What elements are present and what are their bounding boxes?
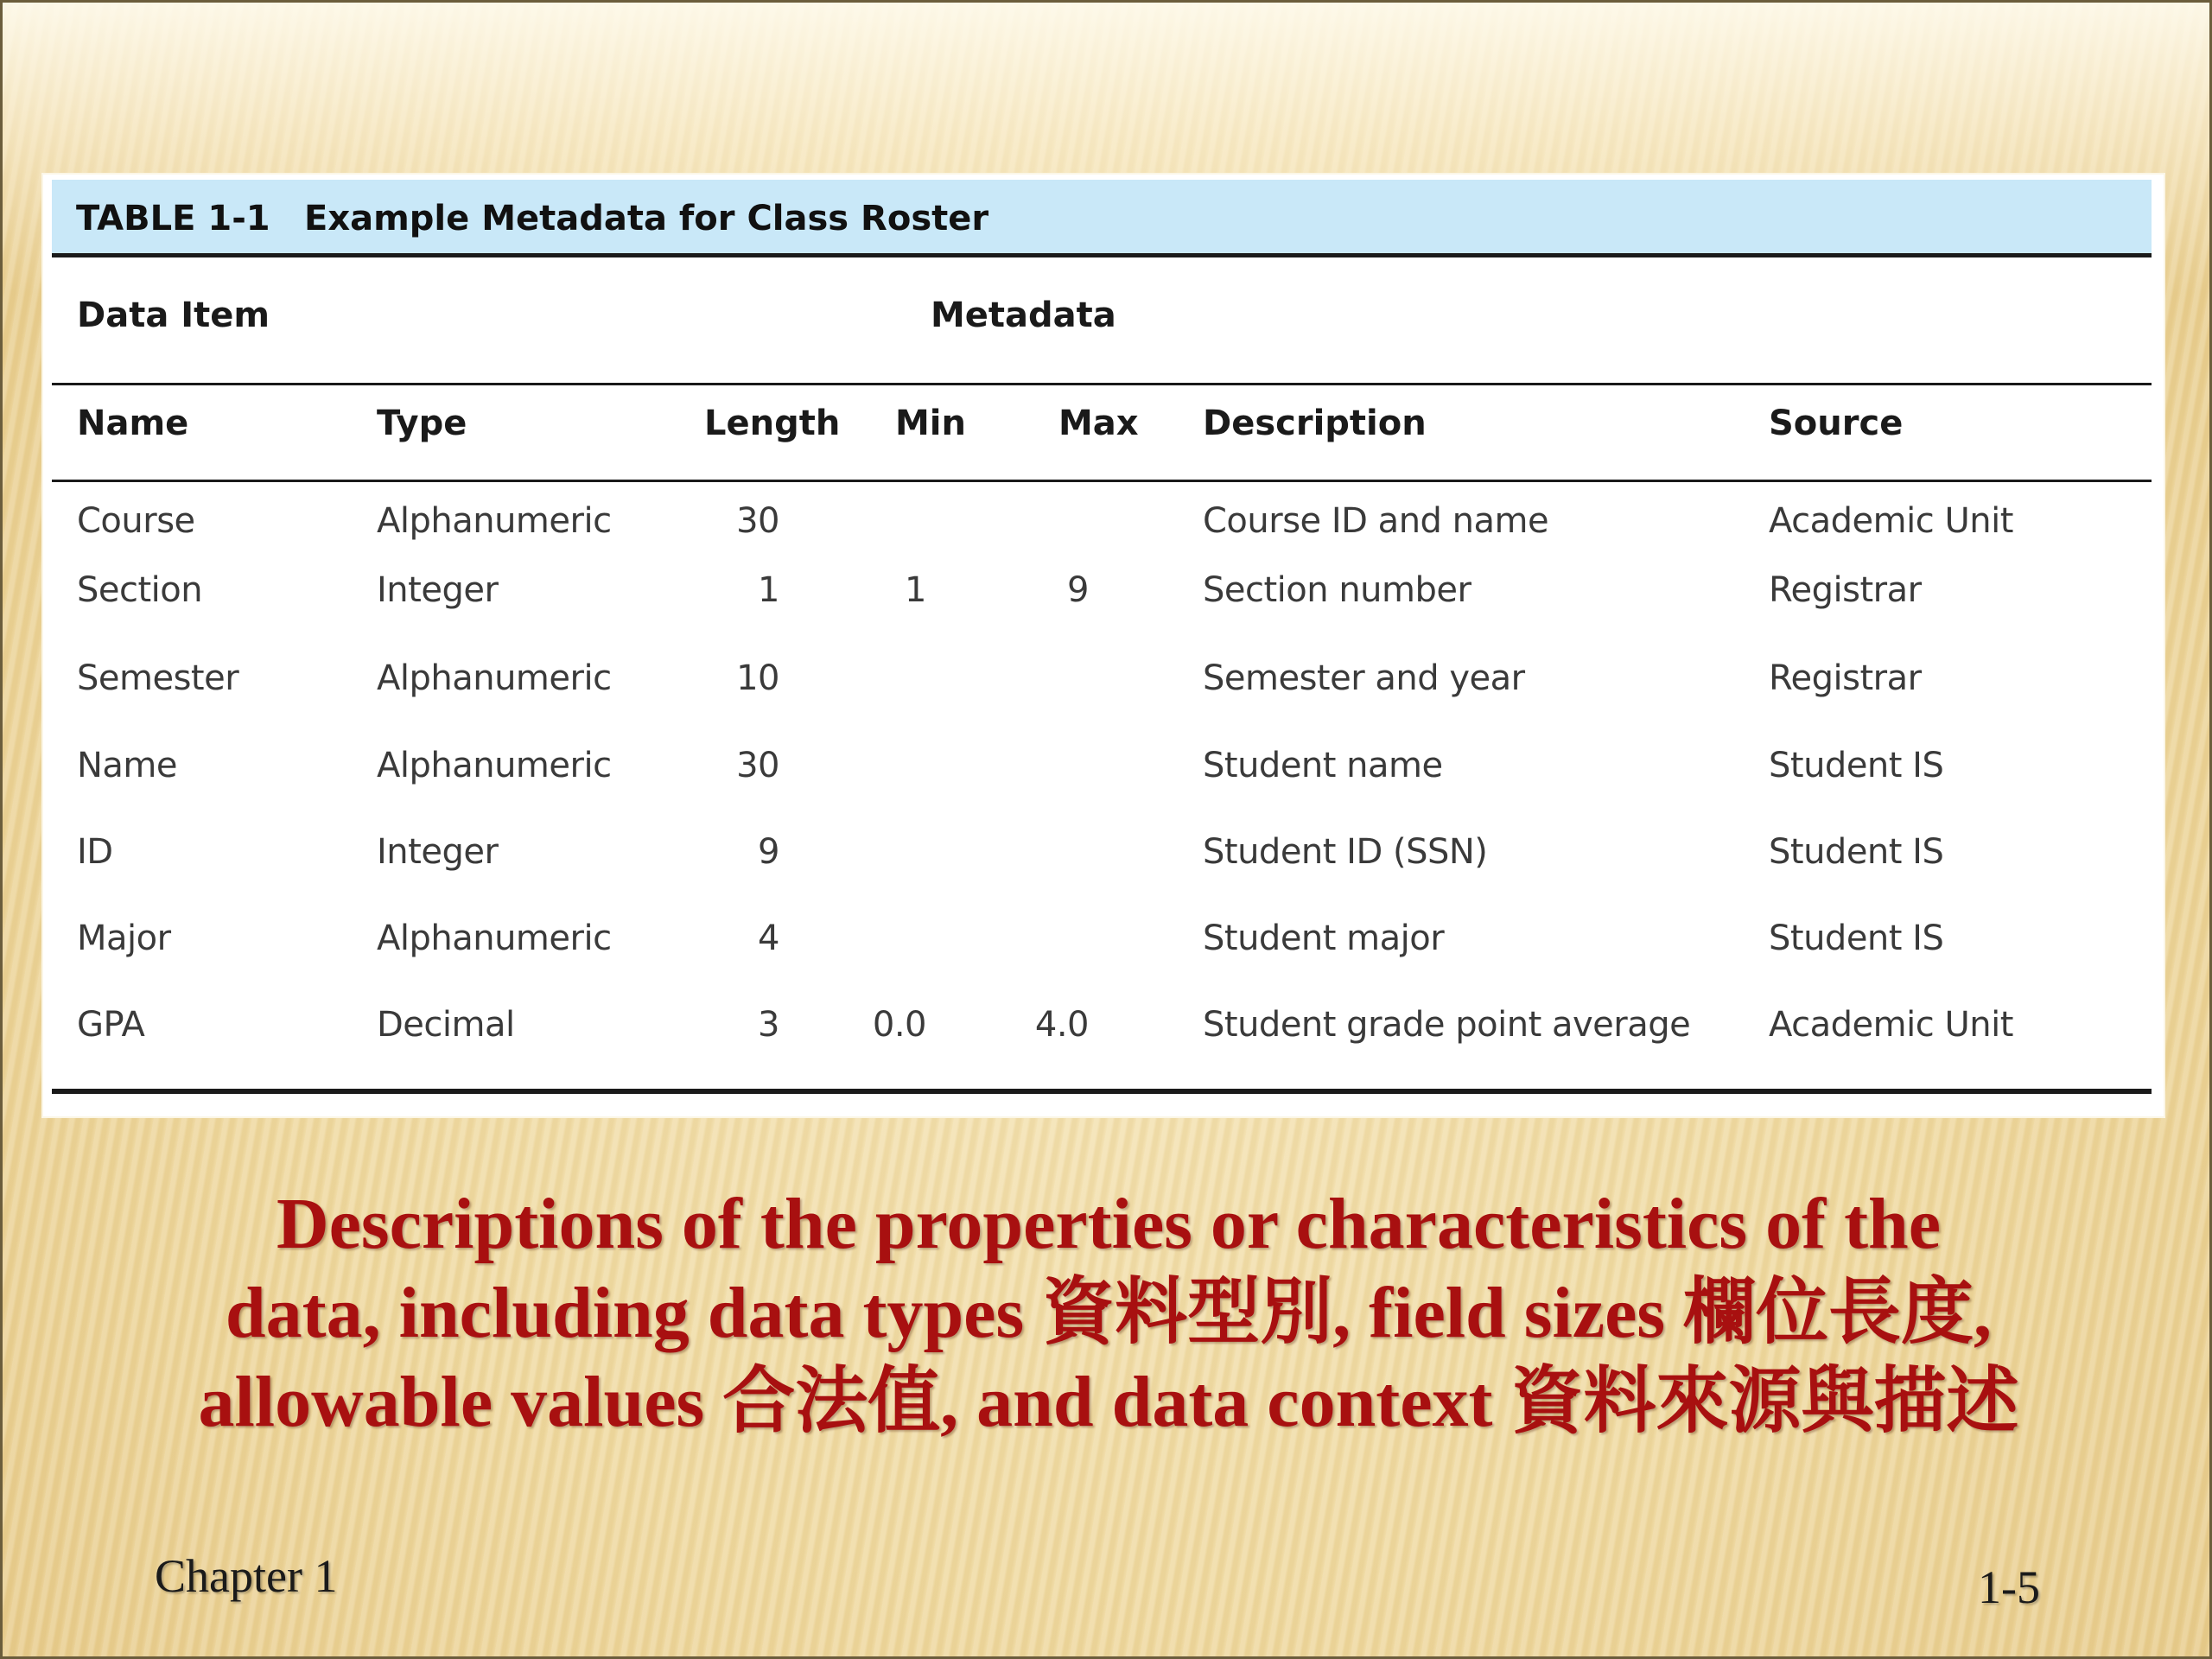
cell-length: 30 xyxy=(736,746,779,785)
cell-max: 4.0 xyxy=(1034,1005,1089,1045)
metadata-table xyxy=(43,175,2164,1116)
group-header-data-item: Data Item xyxy=(77,296,270,335)
cell-length: 1 xyxy=(758,570,779,610)
column-header-max: Max xyxy=(1058,404,1139,443)
cell-length: 9 xyxy=(758,832,779,872)
column-header-description: Description xyxy=(1203,404,1427,443)
description-line-2: data, including data types 資料型別, field sizes 欄位長度, xyxy=(225,1273,1993,1353)
column-header-type: Type xyxy=(377,404,467,443)
description-line-3: allowable values 合法值, and data context 資料來源與描述 xyxy=(198,1362,2019,1442)
table-bottom-rule xyxy=(52,1089,2152,1094)
cell-source: Registrar xyxy=(1769,570,1922,610)
cell-max: 9 xyxy=(1067,570,1089,610)
description-line-1: Descriptions of the properties or characteristics of the xyxy=(276,1184,1942,1264)
cell-name: GPA xyxy=(77,1005,145,1045)
table-number: TABLE 1-1 xyxy=(76,199,270,238)
cell-description: Section number xyxy=(1203,570,1471,610)
column-header-name: Name xyxy=(77,404,189,443)
cell-name: Semester xyxy=(77,658,239,698)
slide-description xyxy=(89,1179,2128,1446)
cell-type: Alphanumeric xyxy=(377,918,612,958)
column-header-length: Length xyxy=(704,404,841,443)
cell-description: Student major xyxy=(1203,918,1445,958)
cell-source: Student IS xyxy=(1769,746,1944,785)
cell-min: 1 xyxy=(905,570,926,610)
cell-description: Student name xyxy=(1203,746,1443,785)
cell-type: Decimal xyxy=(377,1005,515,1045)
cell-type: Alphanumeric xyxy=(377,746,612,785)
cell-description: Semester and year xyxy=(1203,658,1525,698)
table-caption xyxy=(52,180,2152,257)
cell-source: Academic Unit xyxy=(1769,501,2013,541)
cell-name: Course xyxy=(77,501,195,541)
cell-min: 0.0 xyxy=(872,1005,926,1045)
cell-description: Student grade point average xyxy=(1203,1005,1691,1045)
group-header-metadata: Metadata xyxy=(931,296,1116,335)
cell-name: ID xyxy=(77,832,113,872)
column-header-min: Min xyxy=(895,404,966,443)
cell-length: 10 xyxy=(736,658,779,698)
cell-length: 4 xyxy=(758,918,779,958)
cell-type: Alphanumeric xyxy=(377,658,612,698)
cell-length: 3 xyxy=(758,1005,779,1045)
cell-name: Name xyxy=(77,746,178,785)
chapter-label: Chapter 1 xyxy=(155,1550,338,1602)
cell-type: Integer xyxy=(377,832,499,872)
cell-type: Alphanumeric xyxy=(377,501,612,541)
cell-source: Registrar xyxy=(1769,658,1922,698)
cell-type: Integer xyxy=(377,570,499,610)
page-number: 1-5 xyxy=(1978,1561,2040,1613)
cell-source: Academic Unit xyxy=(1769,1005,2013,1045)
cell-description: Student ID (SSN) xyxy=(1203,832,1488,872)
header-rule xyxy=(52,383,2152,385)
column-header-rule xyxy=(52,480,2152,482)
table-title: Example Metadata for Class Roster xyxy=(304,199,989,238)
cell-source: Student IS xyxy=(1769,918,1944,958)
cell-length: 30 xyxy=(736,501,779,541)
column-header-source: Source xyxy=(1769,404,1904,443)
cell-description: Course ID and name xyxy=(1203,501,1549,541)
cell-name: Major xyxy=(77,918,171,958)
cell-source: Student IS xyxy=(1769,832,1944,872)
cell-name: Section xyxy=(77,570,203,610)
